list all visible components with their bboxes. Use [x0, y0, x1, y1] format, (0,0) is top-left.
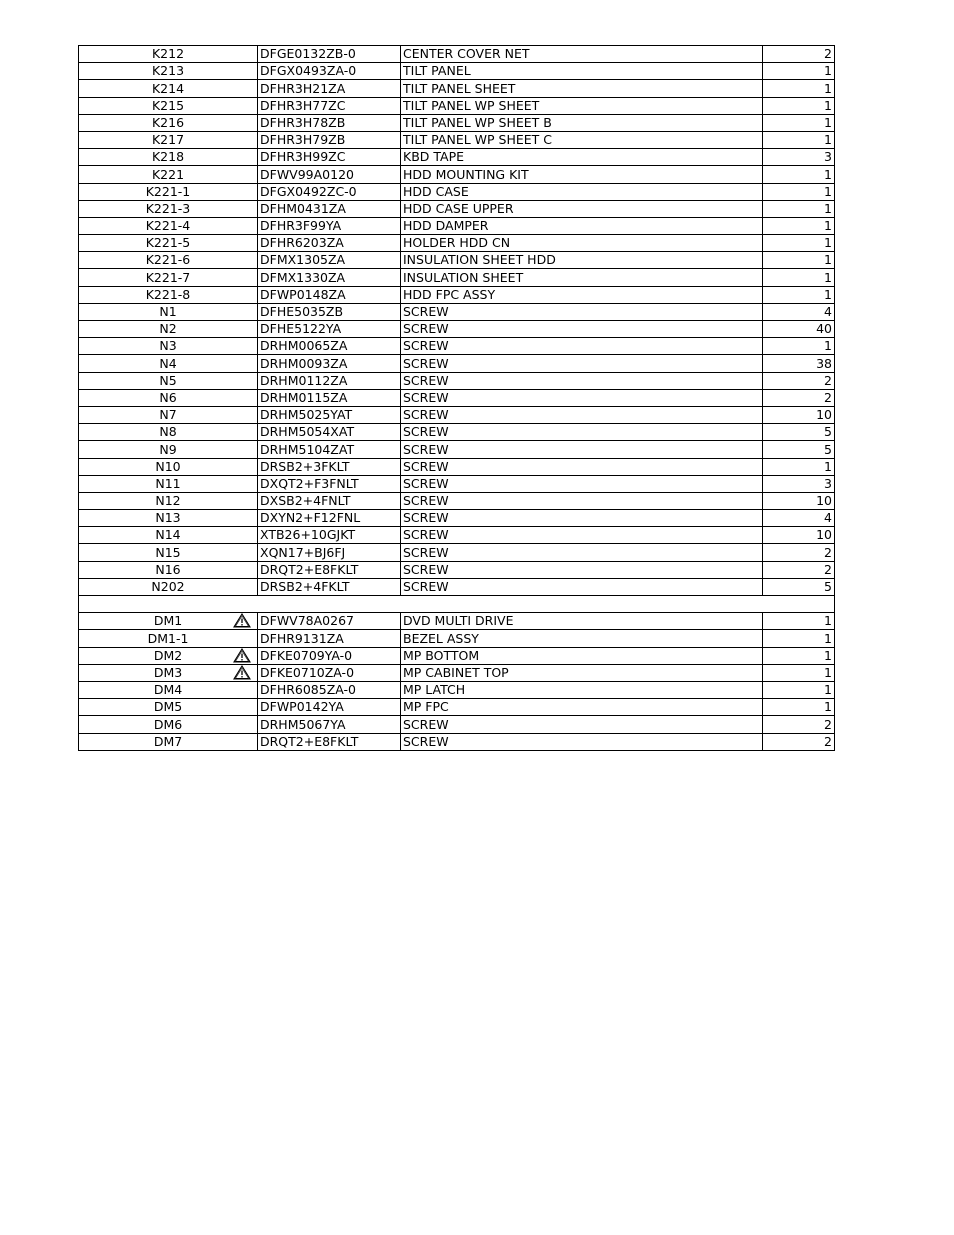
- quantity-cell: 2: [763, 733, 835, 750]
- table-row: [79, 647, 835, 664]
- description-cell: INSULATION SHEET: [401, 269, 763, 286]
- quantity-cell: 1: [763, 97, 835, 114]
- ref-number-cell: [79, 630, 258, 647]
- ref-number-cell: [79, 527, 258, 544]
- quantity-cell: 3: [763, 149, 835, 166]
- part-number-cell: DRHM5054XAT: [258, 424, 401, 441]
- description-cell: SCREW: [401, 544, 763, 561]
- part-number-cell: DRHM0065ZA: [258, 338, 401, 355]
- description-cell: SCREW: [401, 355, 763, 372]
- quantity-cell: 1: [763, 166, 835, 183]
- description-cell: SCREW: [401, 475, 763, 492]
- table-row: [79, 303, 835, 320]
- part-number-cell: DFKE0709YA-0: [258, 647, 401, 664]
- part-number-cell: DFHR6085ZA-0: [258, 681, 401, 698]
- description-cell: MP CABINET TOP: [401, 664, 763, 681]
- quantity-cell: 1: [763, 699, 835, 716]
- description-cell: SCREW: [401, 338, 763, 355]
- part-number-cell: DRHM5025YAT: [258, 406, 401, 423]
- table-row: [79, 406, 835, 423]
- ref-number-cell: [79, 131, 258, 148]
- description-cell: HDD CASE: [401, 183, 763, 200]
- ref-number: N202: [151, 579, 185, 594]
- table-row: [79, 80, 835, 97]
- description-cell: SCREW: [401, 458, 763, 475]
- quantity-cell: 2: [763, 372, 835, 389]
- ref-number-cell: [79, 183, 258, 200]
- table-row: [79, 561, 835, 578]
- ref-number: K213: [151, 63, 185, 79]
- description-cell: SCREW: [401, 389, 763, 406]
- ref-number-cell: [79, 699, 258, 716]
- ref-number: N16: [155, 561, 181, 577]
- quantity-cell: 1: [763, 647, 835, 664]
- table-row: [79, 166, 835, 183]
- ref-number-cell: [79, 235, 258, 252]
- part-number-cell: DFWV78A0267: [258, 613, 401, 630]
- ref-number-cell: [79, 389, 258, 406]
- quantity-cell: 1: [763, 458, 835, 475]
- description-cell: SCREW: [401, 733, 763, 750]
- description-cell: SCREW: [401, 441, 763, 458]
- part-number-cell: DFHR3F99YA: [258, 217, 401, 234]
- ref-number-cell: [79, 149, 258, 166]
- table-row: [79, 286, 835, 303]
- warning-triangle-icon: [233, 665, 251, 680]
- table-row: [79, 389, 835, 406]
- quantity-cell: 2: [763, 561, 835, 578]
- description-cell: SCREW: [401, 527, 763, 544]
- ref-number: N6: [159, 389, 177, 405]
- table-row: [79, 664, 835, 681]
- ref-number-cell: [79, 406, 258, 423]
- ref-number-cell: [79, 664, 258, 681]
- ref-number-cell: [79, 200, 258, 217]
- description-cell: TILT PANEL WP SHEET C: [401, 131, 763, 148]
- ref-number-cell: [79, 647, 258, 664]
- description-cell: SCREW: [401, 716, 763, 733]
- quantity-cell: 1: [763, 630, 835, 647]
- quantity-cell: 1: [763, 613, 835, 630]
- part-number-cell: DFHR6203ZA: [258, 235, 401, 252]
- ref-number-cell: [79, 681, 258, 698]
- table-row: [79, 183, 835, 200]
- description-cell: SCREW: [401, 303, 763, 320]
- quantity-cell: 10: [763, 406, 835, 423]
- description-cell: TILT PANEL: [401, 63, 763, 80]
- part-number-cell: DRHM0115ZA: [258, 389, 401, 406]
- description-cell: KBD TAPE: [401, 149, 763, 166]
- part-number-cell: DFHE5122YA: [258, 321, 401, 338]
- part-number-cell: DXQT2+F3FNLT: [258, 475, 401, 492]
- table-row: [79, 716, 835, 733]
- ref-number: K221-5: [145, 235, 191, 251]
- ref-number: K221-3: [145, 200, 191, 216]
- ref-number-cell: [79, 166, 258, 183]
- quantity-cell: 1: [763, 80, 835, 97]
- quantity-cell: 40: [763, 321, 835, 338]
- quantity-cell: 2: [763, 389, 835, 406]
- part-number-cell: DFHR3H21ZA: [258, 80, 401, 97]
- table-row: [79, 46, 835, 63]
- quantity-cell: 1: [763, 63, 835, 80]
- description-cell: HDD FPC ASSY: [401, 286, 763, 303]
- part-number-cell: DXSB2+4FNLT: [258, 492, 401, 509]
- description-cell: DVD MULTI DRIVE: [401, 613, 763, 630]
- ref-number-cell: [79, 475, 258, 492]
- part-number-cell: DFWP0148ZA: [258, 286, 401, 303]
- description-cell: HOLDER HDD CN: [401, 235, 763, 252]
- table-row: [79, 544, 835, 561]
- table-row: [79, 475, 835, 492]
- ref-number-cell: [79, 217, 258, 234]
- description-cell: CENTER COVER NET: [401, 46, 763, 63]
- quantity-cell: 1: [763, 217, 835, 234]
- ref-number-cell: [79, 716, 258, 733]
- part-number-cell: DFMX1305ZA: [258, 252, 401, 269]
- table-row: [79, 355, 835, 372]
- part-number-cell: DXYN2+F12FNL: [258, 510, 401, 527]
- description-cell: MP FPC: [401, 699, 763, 716]
- ref-number: N8: [159, 424, 177, 440]
- part-number-cell: DRQT2+E8FKLT: [258, 733, 401, 750]
- ref-number-cell: [79, 252, 258, 269]
- part-number-cell: DRQT2+E8FKLT: [258, 561, 401, 578]
- ref-number: N10: [155, 458, 181, 474]
- spacer-cell: [79, 596, 835, 613]
- description-cell: HDD MOUNTING KIT: [401, 166, 763, 183]
- table-row: [79, 217, 835, 234]
- table-row: [79, 630, 835, 647]
- table-row: [79, 149, 835, 166]
- quantity-cell: 2: [763, 46, 835, 63]
- ref-number-cell: [79, 733, 258, 750]
- ref-number: N9: [159, 441, 177, 457]
- description-cell: INSULATION SHEET HDD: [401, 252, 763, 269]
- quantity-cell: 1: [763, 338, 835, 355]
- spacer-row: [79, 596, 835, 613]
- part-number-cell: DFHR9131ZA: [258, 630, 401, 647]
- parts-list-body: [79, 46, 835, 751]
- ref-number: N4: [159, 355, 177, 371]
- table-row: [79, 269, 835, 286]
- table-row: [79, 372, 835, 389]
- ref-number-cell: [79, 338, 258, 355]
- description-cell: SCREW: [401, 372, 763, 389]
- table-row: [79, 733, 835, 750]
- ref-number: N14: [155, 527, 181, 543]
- quantity-cell: 4: [763, 510, 835, 527]
- part-number-cell: DFGE0132ZB-0: [258, 46, 401, 63]
- part-number-cell: DFWP0142YA: [258, 699, 401, 716]
- quantity-cell: 1: [763, 114, 835, 131]
- part-number-cell: DRHM0112ZA: [258, 372, 401, 389]
- quantity-cell: 5: [763, 578, 835, 595]
- table-row: [79, 252, 835, 269]
- part-number-cell: DFHM0431ZA: [258, 200, 401, 217]
- quantity-cell: 1: [763, 664, 835, 681]
- ref-number-cell: [79, 613, 258, 630]
- quantity-cell: 3: [763, 475, 835, 492]
- ref-number-cell: [79, 441, 258, 458]
- ref-number-cell: [79, 80, 258, 97]
- description-cell: MP BOTTOM: [401, 647, 763, 664]
- description-cell: HDD DAMPER: [401, 217, 763, 234]
- quantity-cell: 10: [763, 527, 835, 544]
- ref-number-cell: [79, 286, 258, 303]
- description-cell: SCREW: [401, 578, 763, 595]
- ref-number: DM4: [153, 682, 183, 698]
- description-cell: BEZEL ASSY: [401, 630, 763, 647]
- quantity-cell: 5: [763, 424, 835, 441]
- table-row: [79, 235, 835, 252]
- ref-number-cell: [79, 63, 258, 80]
- table-row: [79, 321, 835, 338]
- quantity-cell: 10: [763, 492, 835, 509]
- table-row: [79, 114, 835, 131]
- table-row: [79, 578, 835, 595]
- ref-number-cell: [79, 372, 258, 389]
- ref-number: K214: [151, 80, 185, 96]
- quantity-cell: 5: [763, 441, 835, 458]
- ref-number-cell: [79, 46, 258, 63]
- part-number-cell: DFHR3H77ZC: [258, 97, 401, 114]
- ref-number: K221-6: [145, 252, 191, 268]
- ref-number-cell: [79, 424, 258, 441]
- part-number-cell: DFKE0710ZA-0: [258, 664, 401, 681]
- description-cell: HDD CASE UPPER: [401, 200, 763, 217]
- ref-number: K217: [151, 132, 185, 148]
- ref-number-cell: [79, 492, 258, 509]
- warning-triangle-icon: [233, 613, 251, 628]
- description-cell: TILT PANEL SHEET: [401, 80, 763, 97]
- table-row: [79, 97, 835, 114]
- part-number-cell: DRSB2+4FKLT: [258, 578, 401, 595]
- ref-number: N13: [155, 510, 181, 526]
- part-number-cell: DRHM5104ZAT: [258, 441, 401, 458]
- quantity-cell: 1: [763, 252, 835, 269]
- ref-number-cell: [79, 97, 258, 114]
- ref-number-cell: [79, 114, 258, 131]
- part-number-cell: DFHR3H99ZC: [258, 149, 401, 166]
- ref-number-cell: [79, 561, 258, 578]
- ref-number-cell: [79, 578, 258, 595]
- ref-number: DM6: [153, 716, 183, 732]
- table-row: [79, 424, 835, 441]
- description-cell: TILT PANEL WP SHEET B: [401, 114, 763, 131]
- table-row: [79, 441, 835, 458]
- table-row: [79, 63, 835, 80]
- description-cell: SCREW: [401, 561, 763, 578]
- ref-number: DM7: [153, 733, 183, 749]
- description-cell: SCREW: [401, 492, 763, 509]
- ref-number: DM1: [153, 613, 183, 629]
- part-number-cell: DFHR3H78ZB: [258, 114, 401, 131]
- ref-number: DM5: [153, 699, 183, 715]
- table-row: [79, 681, 835, 698]
- part-number-cell: DFHR3H79ZB: [258, 131, 401, 148]
- quantity-cell: 1: [763, 235, 835, 252]
- part-number-cell: DRSB2+3FKLT: [258, 458, 401, 475]
- ref-number-cell: [79, 510, 258, 527]
- quantity-cell: 1: [763, 183, 835, 200]
- ref-number: DM2: [153, 647, 183, 663]
- quantity-cell: 1: [763, 269, 835, 286]
- table-row: [79, 492, 835, 509]
- part-number-cell: DFGX0492ZC-0: [258, 183, 401, 200]
- quantity-cell: 1: [763, 286, 835, 303]
- part-number-cell: DFWV99A0120: [258, 166, 401, 183]
- description-cell: SCREW: [401, 424, 763, 441]
- part-number-cell: DFMX1330ZA: [258, 269, 401, 286]
- ref-number: DM3: [153, 664, 183, 680]
- ref-number: DM1-1: [147, 630, 189, 646]
- ref-number-cell: [79, 321, 258, 338]
- ref-number-cell: [79, 544, 258, 561]
- table-row: [79, 510, 835, 527]
- description-cell: SCREW: [401, 406, 763, 423]
- ref-number: K221: [151, 166, 185, 182]
- quantity-cell: 1: [763, 681, 835, 698]
- ref-number: N12: [155, 493, 181, 509]
- quantity-cell: 38: [763, 355, 835, 372]
- description-cell: TILT PANEL WP SHEET: [401, 97, 763, 114]
- ref-number: K221-8: [145, 286, 191, 302]
- ref-number: N3: [159, 338, 177, 354]
- ref-number: N2: [159, 321, 177, 337]
- quantity-cell: 2: [763, 716, 835, 733]
- table-row: [79, 131, 835, 148]
- ref-number-cell: [79, 269, 258, 286]
- ref-number: N1: [159, 304, 177, 319]
- description-cell: SCREW: [401, 510, 763, 527]
- part-number-cell: DFGX0493ZA-0: [258, 63, 401, 80]
- warning-triangle-icon: [233, 648, 251, 663]
- ref-number: K218: [151, 149, 185, 165]
- description-cell: SCREW: [401, 321, 763, 338]
- description-cell: MP LATCH: [401, 681, 763, 698]
- ref-number: K212: [151, 46, 185, 62]
- quantity-cell: 2: [763, 544, 835, 561]
- ref-number: K215: [151, 97, 185, 113]
- table-row: [79, 338, 835, 355]
- table-row: [79, 699, 835, 716]
- ref-number-cell: [79, 355, 258, 372]
- table-row: [79, 200, 835, 217]
- part-number-cell: DRHM5067YA: [258, 716, 401, 733]
- ref-number: N15: [155, 544, 181, 560]
- quantity-cell: 1: [763, 131, 835, 148]
- ref-number: N7: [159, 407, 177, 423]
- parts-list-table: [78, 45, 835, 751]
- ref-number: N11: [155, 475, 181, 491]
- ref-number: K221-7: [145, 269, 191, 285]
- quantity-cell: 4: [763, 303, 835, 320]
- table-row: [79, 458, 835, 475]
- ref-number: K221-4: [145, 218, 191, 234]
- part-number-cell: DRHM0093ZA: [258, 355, 401, 372]
- ref-number: K221-1: [145, 183, 191, 199]
- ref-number-cell: [79, 458, 258, 475]
- ref-number: N5: [159, 372, 177, 388]
- quantity-cell: 1: [763, 200, 835, 217]
- part-number-cell: XQN17+BJ6FJ: [258, 544, 401, 561]
- part-number-cell: XTB26+10GJKT: [258, 527, 401, 544]
- ref-number-cell: [79, 303, 258, 320]
- table-row: [79, 527, 835, 544]
- table-row: [79, 613, 835, 630]
- ref-number: K216: [151, 114, 185, 130]
- part-number-cell: DFHE5035ZB: [258, 303, 401, 320]
